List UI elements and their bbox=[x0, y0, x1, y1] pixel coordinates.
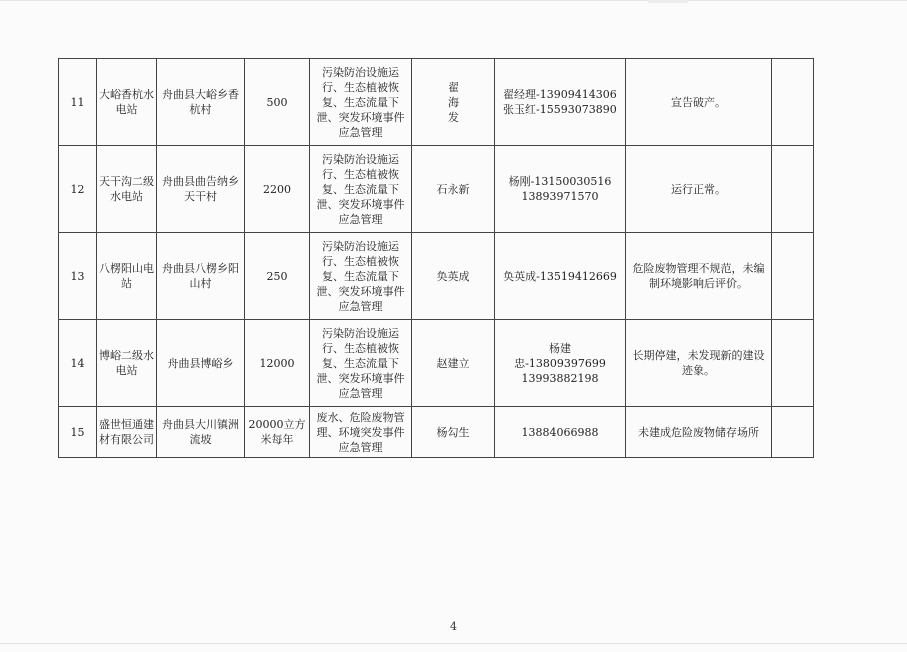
site-scale: 250 bbox=[245, 233, 310, 320]
remarks: 危险废物管理不规范，未编制环境影响后评价。 bbox=[626, 233, 772, 320]
table-row bbox=[59, 320, 814, 407]
table-row bbox=[59, 59, 814, 146]
site-name: 盛世恒通建材有限公司 bbox=[97, 407, 157, 458]
supervision-measures: 污染防治设施运行、生态植被恢复、生态流量下泄、突发环境事件应急管理 bbox=[310, 233, 412, 320]
empty-cell bbox=[772, 146, 814, 233]
supervision-measures: 污染防治设施运行、生态植被恢复、生态流量下泄、突发环境事件应急管理 bbox=[310, 59, 412, 146]
contact-info: 奂英成-13519412669 bbox=[495, 233, 626, 320]
contact-info: 杨刚-13150030516 13893971570 bbox=[495, 146, 626, 233]
responsible-person: 石永新 bbox=[412, 146, 495, 233]
row-number: 12 bbox=[59, 146, 97, 233]
empty-cell bbox=[772, 233, 814, 320]
table-row bbox=[59, 233, 814, 320]
site-name: 博峪二级水电站 bbox=[97, 320, 157, 407]
contact-info: 13884066988 bbox=[495, 407, 626, 458]
scan-mark bbox=[648, 0, 688, 3]
site-location: 舟曲县大川镇洲流坡 bbox=[157, 407, 245, 458]
remarks: 长期停建，未发现新的建设迹象。 bbox=[626, 320, 772, 407]
site-location: 舟曲县八楞乡阳山村 bbox=[157, 233, 245, 320]
supervision-measures: 污染防治设施运行、生态植被恢复、生态流量下泄、突发环境事件应急管理 bbox=[310, 320, 412, 407]
site-location: 舟曲县曲告纳乡天干村 bbox=[157, 146, 245, 233]
supervision-table bbox=[58, 58, 814, 458]
table-row bbox=[59, 407, 814, 458]
site-scale: 500 bbox=[245, 59, 310, 146]
page-number: 4 bbox=[450, 620, 457, 633]
responsible-person: 翟海发 bbox=[412, 59, 495, 146]
site-scale: 2200 bbox=[245, 146, 310, 233]
remarks: 未建成危险废物储存场所 bbox=[626, 407, 772, 458]
row-number: 13 bbox=[59, 233, 97, 320]
site-name: 八楞阳山电站 bbox=[97, 233, 157, 320]
remarks: 运行正常。 bbox=[626, 146, 772, 233]
responsible-person: 奂英成 bbox=[412, 233, 495, 320]
responsible-person: 赵建立 bbox=[412, 320, 495, 407]
table-row bbox=[59, 146, 814, 233]
contact-info: 翟经理-13909414306 张玉红-15593073890 bbox=[495, 59, 626, 146]
responsible-person: 杨勾生 bbox=[412, 407, 495, 458]
site-name: 大峪香杭水电站 bbox=[97, 59, 157, 146]
site-scale: 20000立方米每年 bbox=[245, 407, 310, 458]
empty-cell bbox=[772, 407, 814, 458]
empty-cell bbox=[772, 320, 814, 407]
supervision-measures: 废水、危险废物管理、环境突发事件应急管理 bbox=[310, 407, 412, 458]
site-location: 舟曲县博峪乡 bbox=[157, 320, 245, 407]
site-location: 舟曲县大峪乡香杭村 bbox=[157, 59, 245, 146]
empty-cell bbox=[772, 59, 814, 146]
row-number: 15 bbox=[59, 407, 97, 458]
contact-info: 杨建忠-13809397699 13993882198 bbox=[495, 320, 626, 407]
remarks: 宣告破产。 bbox=[626, 59, 772, 146]
page-bottom-edge bbox=[0, 643, 907, 644]
row-number: 14 bbox=[59, 320, 97, 407]
row-number: 11 bbox=[59, 59, 97, 146]
site-scale: 12000 bbox=[245, 320, 310, 407]
supervision-measures: 污染防治设施运行、生态植被恢复、生态流量下泄、突发环境事件应急管理 bbox=[310, 146, 412, 233]
site-name: 天干沟二级水电站 bbox=[97, 146, 157, 233]
page-top-edge bbox=[0, 0, 907, 1]
